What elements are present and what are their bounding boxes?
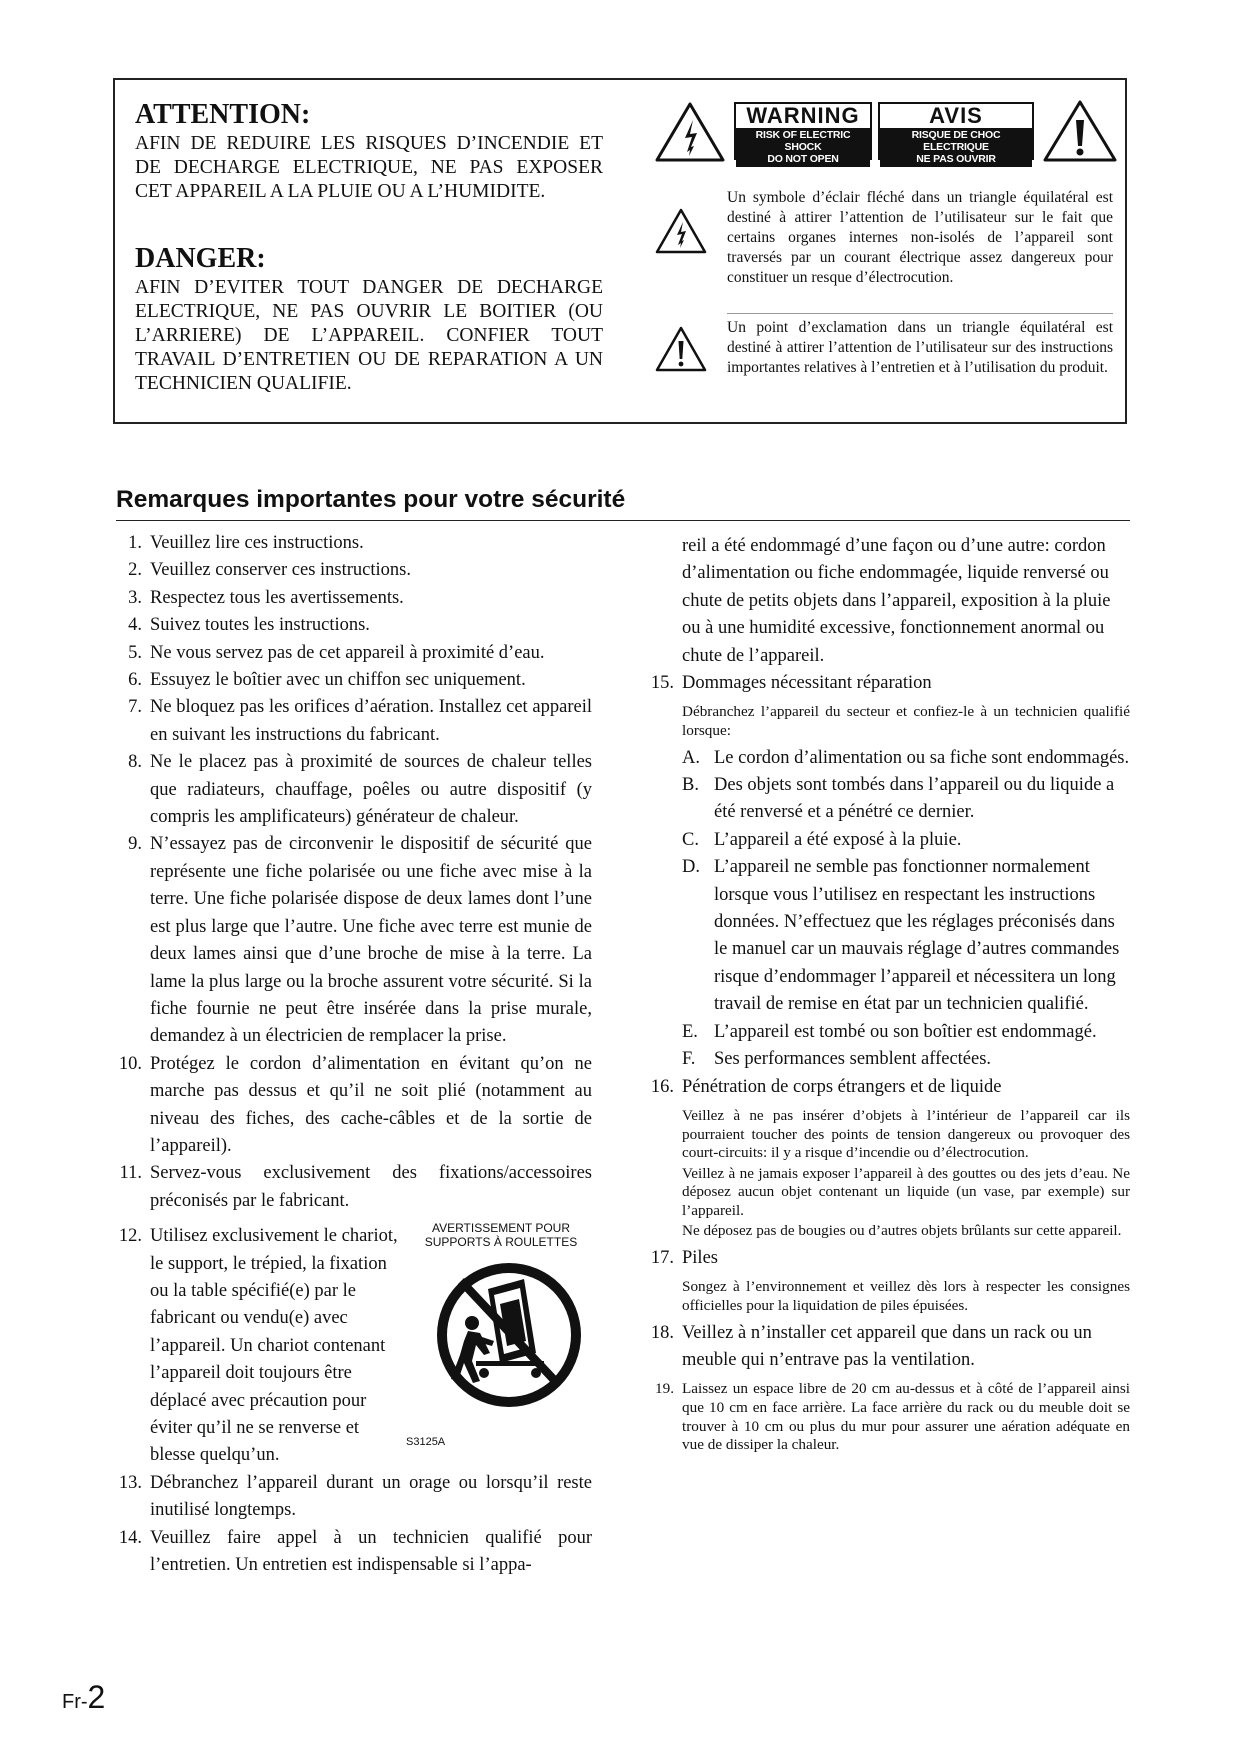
sub-item-text: Ses performances semblent affectées. — [714, 1049, 992, 1070]
item-number: 19. — [655, 1380, 674, 1398]
avis-label — [878, 102, 1034, 165]
item-number: 9. — [128, 834, 142, 855]
list-item — [116, 612, 592, 639]
list-item — [116, 1470, 592, 1525]
sub-item-letter: C. — [682, 829, 699, 850]
list-item — [116, 640, 592, 667]
instructions-right-column — [648, 533, 1130, 1455]
item-text: Servez-vous exclusivement des fixations/accessoires préconisés par le fabricant. — [150, 1163, 592, 1211]
page-number — [62, 1680, 105, 1719]
item-subtext: Ne déposez pas de bougies ou d’autres objets brûlants sur cette appareil. — [682, 1222, 1122, 1240]
list-item — [116, 1223, 592, 1470]
item-number: 17. — [650, 1248, 674, 1269]
item-number: 3. — [128, 587, 142, 608]
item-number: 12. — [118, 1226, 142, 1247]
item-text: Ne bloquez pas les orifices d’aération. Installez cet appareil en suivant les instructions du fabricant. — [150, 697, 592, 745]
item-number: 8. — [128, 752, 142, 773]
list-item — [116, 557, 592, 584]
item-number: 2. — [128, 560, 142, 581]
avis-label-title: AVIS — [929, 103, 983, 128]
exclamation-symbol-icon — [655, 326, 707, 372]
danger-heading: DANGER: — [135, 243, 266, 274]
lightning-symbol-description: Un symbole d’éclair fléché dans un triangle équilatéral est destiné à attirer l’attention de l’utilisateur sur le fait que certains organes internes non-isolés de l’appareil sont traversés par un courant électrique assez dangereux pour constituer un resque d’électrocution. — [727, 189, 1113, 286]
list-item — [116, 749, 592, 831]
item-number: 16. — [650, 1076, 674, 1097]
item-number: 11. — [119, 1163, 142, 1184]
warning-label-line2: DO NOT OPEN — [767, 153, 839, 165]
item-text: Protégez le cordon d’alimentation en évitant qu’on ne marche pas dessus et qu’il ne soit plié (notamment au niveau des fiches, des cache-câbles et de la sortie de l’appareil). — [150, 1053, 592, 1156]
list-item — [116, 1051, 592, 1161]
warning-label-text — [736, 128, 870, 167]
item-text: Veillez à n’installer cet appareil que dans un rack ou un meuble qui n’entrave pas la ventilation. — [682, 1322, 1092, 1371]
list-item — [116, 1525, 592, 1580]
cart-warning-caption: AVERTISSEMENT POUR SUPPORTS À ROULETTES — [424, 1221, 578, 1250]
item-text: Laissez un espace libre de 20 cm au-dessus et à côté de l’appareil ainsi que 10 cm en face arrière. La face arrière du rack ou du meuble doit se trouver à 10 cm ou plus du mur pour assurer une aération adéquate en vue de dissiper la chaleur. — [682, 1380, 1130, 1454]
lightning-triangle-icon — [655, 102, 725, 162]
item-number: 7. — [128, 697, 142, 718]
list-item — [116, 831, 592, 1050]
item-text: Dommages nécessitant réparation — [682, 673, 932, 694]
item-text: Utilisez exclusivement le chariot, le support, le trépied, la fixation ou la table spécifié(e) par le fabricant ou vendu(e) avec l’appareil. Un chariot contenant l’appareil doit toujours être déplacé avec précaution pour éviter qu’il ne se renverse et blesse quelqu’un. — [150, 1226, 398, 1466]
item-number: 1. — [128, 533, 142, 553]
list-item — [648, 670, 1130, 697]
attention-block — [135, 100, 603, 204]
cart-warning-figure — [406, 1221, 596, 1448]
warning-label — [734, 102, 872, 165]
sub-item — [648, 854, 1130, 1018]
item-number: 6. — [128, 670, 142, 691]
lightning-symbol-icon — [655, 208, 707, 254]
instructions-left-column — [116, 530, 592, 1579]
sub-item-letter: A. — [682, 747, 700, 768]
list-item-continued — [648, 533, 1130, 670]
item-text: Ne vous servez pas de cet appareil à proximité d’eau. — [150, 642, 545, 663]
item-text: Veuillez faire appel à un technicien qualifié pour l’entretien. Un entretien est indispensable si l’appa- — [150, 1527, 592, 1576]
sub-item-letter: D. — [682, 857, 700, 878]
item-text: Pénétration de corps étrangers et de liquide — [682, 1076, 1002, 1097]
list-item — [648, 1320, 1130, 1375]
item-number: 14. — [118, 1527, 142, 1548]
page-number-prefix: Fr- — [62, 1691, 88, 1713]
section-title: Remarques importantes pour votre sécurité — [116, 486, 626, 513]
list-item — [648, 1074, 1130, 1101]
sub-item-text: Des objets sont tombés dans l’appareil ou du liquide a été renversé et a pénétré ce dernier. — [714, 775, 1115, 823]
page-number-value: 2 — [87, 1679, 106, 1715]
sub-item-text: Le cordon d’alimentation ou sa fiche sont endommagés. — [714, 747, 1130, 768]
description-divider — [727, 313, 1113, 314]
cart-tip-over-icon — [406, 1249, 596, 1419]
warning-label-line1: RISK OF ELECTRIC SHOCK — [755, 129, 851, 153]
safety-warning-box — [113, 78, 1127, 424]
cart-warning-code: S3125A — [406, 1435, 446, 1448]
item-number: 18. — [650, 1322, 674, 1343]
list-item — [116, 667, 592, 694]
item-subtext: Songez à l’environnement et veillez dès lors à respecter les consignes officielles pour la liquidation de piles épuisées. — [682, 1278, 1130, 1315]
avis-label-text — [880, 128, 1032, 167]
sub-item-letter: B. — [682, 775, 699, 796]
sub-item — [648, 827, 1130, 854]
item-text: Respectez tous les avertissements. — [150, 587, 404, 608]
item-text: N’essayez pas de circonvenir le dispositif de sécurité que représente une fiche polarisée ou une fiche avec mise à la terre. Une fiche polarisée dispose de deux lames dont l’une est plus large que l’autre. Une fiche avec terre est munie de deux lames ainsi que d’une broche de mise à la terre. La lame la plus large ou la broche assurent votre sécurité. Si la fiche fournie ne peut être insérée dans la prise murale, demandez à un électricien de remplacer la prise. — [150, 834, 592, 1047]
sub-item — [648, 1046, 1130, 1073]
exclamation-triangle-icon — [1043, 100, 1117, 162]
sub-item-text: L’appareil est tombé ou son boîtier est endommagé. — [714, 1021, 1097, 1042]
sub-item-letter: F. — [682, 1049, 696, 1070]
item-number: 13. — [118, 1472, 142, 1493]
item-text: Piles — [682, 1248, 718, 1269]
item-text: Débranchez l’appareil durant un orage ou lorsqu’il reste inutilisé longtemps. — [150, 1472, 592, 1521]
section-title-rule — [116, 520, 1130, 521]
item-number: 15. — [650, 673, 674, 694]
sub-item — [648, 745, 1130, 772]
sub-item-letter: E. — [682, 1021, 698, 1042]
list-item — [116, 1160, 592, 1215]
item-text: Suivez toutes les instructions. — [150, 615, 370, 636]
item-text: reil a été endommagé d’une façon ou d’une autre: cordon d’alimentation ou fiche endommagée, liquide renversé ou chute de petits objets dans l’appareil, exposition à la pluie ou à une humidité excessive, fonctionnement anormal ou chute de l’appareil. — [682, 536, 1111, 666]
item-subtext: Veillez à ne jamais exposer l’appareil à des gouttes ou des jets d’eau. Ne déposez aucun objet contenant un liquide (un vase, par exemple) sur l’appareil. — [682, 1164, 1130, 1219]
sub-item-text: L’appareil ne semble pas fonctionner normalement lorsque vous l’utilisez en respectant les instructions données. N’effectuez que les réglages préconisés dans le manuel car un mauvais réglage d’autres commandes risque d’endommager l’appareil et nécessitera un long travail de remise en état par un technicien qualifié. — [714, 857, 1120, 1015]
item-text: Ne le placez pas à proximité de sources de chaleur telles que radiateurs, chauffage, poêles ou autre dispositif (y compris les amplificateurs) générateur de chaleur. — [150, 752, 592, 828]
item-number-blank — [648, 533, 682, 670]
sub-item — [648, 772, 1130, 827]
list-item — [116, 694, 592, 749]
sub-item — [648, 1019, 1130, 1046]
item-text: Essuyez le boîtier avec un chiffon sec uniquement. — [150, 670, 526, 691]
list-item — [648, 1245, 1130, 1272]
list-item — [648, 1380, 1130, 1454]
item-text: Veuillez conserver ces instructions. — [150, 560, 411, 581]
avis-label-line2: NE PAS OUVRIR — [916, 153, 996, 165]
danger-text: AFIN D’EVITER TOUT DANGER DE DECHARGE ELECTRIQUE, NE PAS OUVRIR LE BOITIER (OU L’ARRIERE) DE L’APPAREIL. CONFIER TOUT TRAVAIL D’ENTRETIEN OU DE REPARATION A UN TECHNICIEN QUALIFIE. — [135, 277, 603, 394]
danger-block — [135, 244, 603, 396]
avis-label-line1: RISQUE DE CHOC ELECTRIQUE — [911, 129, 1001, 153]
warning-label-title: WARNING — [746, 103, 860, 128]
attention-heading: ATTENTION: — [135, 99, 311, 130]
list-item — [116, 530, 592, 557]
item-subtext: Veillez à ne pas insérer d’objets à l’intérieur de l’appareil car ils pourraient toucher des points de tension dangereux ou provoquer des court-circuits: il y a risque d’incendie ou d’électrocution. — [682, 1106, 1130, 1162]
item-number: 10. — [118, 1053, 142, 1074]
item-number: 5. — [128, 642, 142, 663]
exclamation-symbol-description: Un point d’exclamation dans un triangle équilatéral est destiné à attirer l’attention de l’utilisateur sur des instructions importantes relatives à l’entretien et à l’utilisation du produit. — [727, 319, 1113, 376]
item-text: Veuillez lire ces instructions. — [150, 533, 364, 553]
list-item — [116, 585, 592, 612]
sub-item-text: L’appareil a été exposé à la pluie. — [714, 829, 962, 850]
attention-text: AFIN DE REDUIRE LES RISQUES D’INCENDIE ET DE DECHARGE ELECTRIQUE, NE PAS EXPOSER CET APPAREIL A LA PLUIE OU A L’HUMIDITE. — [135, 133, 603, 202]
item-subtext: Débranchez l’appareil du secteur et confiez-le à un technicien qualifié lorsque: — [682, 703, 1130, 740]
item-number: 4. — [128, 615, 142, 636]
